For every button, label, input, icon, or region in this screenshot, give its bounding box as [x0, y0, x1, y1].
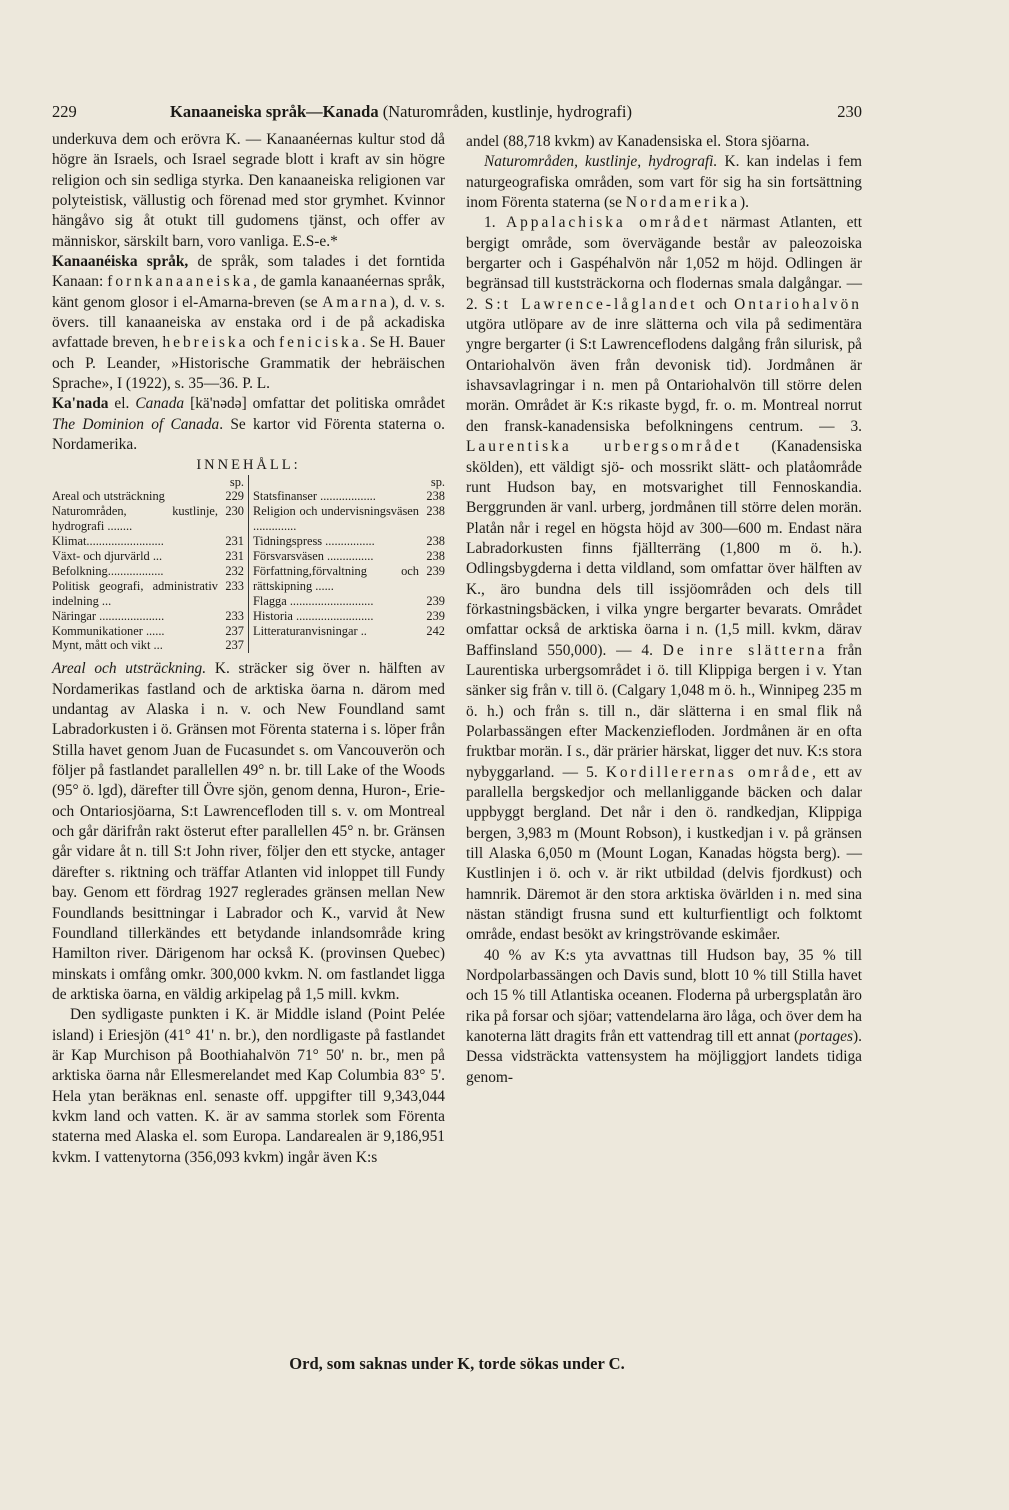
toc-row: [253, 609, 445, 624]
toc-number: 230: [225, 504, 244, 519]
spaced-term: hebreiska: [162, 334, 249, 352]
toc-number: 231: [225, 549, 244, 564]
text-run: de språk, som talades i det forntida Kanaan:: [52, 253, 446, 291]
footer-note: Ord, som saknas under K, torde sökas under C.: [289, 1354, 625, 1373]
toc-title: Näringar .....................: [52, 608, 165, 623]
text-run: K. sträcker sig över n. hälften av Nordamerikas fastland och de arktiska öarna n. därom med undantag av Alaska i n. v. och New Foundland samt Labradorkusten i ö. Gränsen mot Förenta staterna i s. löper från Stilla havet genom Juan de Fucasundet s. om Vancouverön och följer på fastlandet parallellen 49° n. br. till Lake of the Woods (95° ö. lgd), därefter till Övre sjön, genom denna, Huron-, Erie- och Ontariosjöarna, S:t Lawrencefloden till s. v. om Montreal och går därifrån rakt österut efter parallellen 45° n. br. Gränsen går vidare åt n. till S:t John river, följer den ett stycke, antager därefter s. riktning och träffar Atlanten vid inloppet till Fundy bay. Genom ett fördrag 1927 reglerades gränsen mellan New Foundlands besittningar i Labrador och K., varvid åt New Foundland tillerkändes ett betydande inlandsområde kring Hamilton river. Därigenom har också K. (provinsen Quebec) minskats i omfång omkr. 300,000 kvkm. N. om fastlandet ligga de arktiska öarna, en väldig arkipelag på 1,5 mill. kvkm.: [52, 660, 445, 1003]
toc-title: Befolkning..................: [52, 563, 164, 578]
spaced-term: feniciska: [279, 334, 362, 352]
toc-title: Naturområden, kustlinje, hydrografi ........: [52, 504, 218, 534]
toc-number: 233: [225, 578, 244, 593]
text-run: och: [697, 295, 735, 313]
left-paragraph-1: underkuva dem och erövra K. — Kanaanéernas kultur stod då högre än Israels, och Israel segrade blott i kraft av sin högre religion och sin sedliga styrka. Den kanaaneiska religionen var polyteistisk, vällustig och förenad med stor grymhet. Kvinnor hängåvo sig åt otukt till gudomens tjänst, och offer av människor, särskilt barn, voro vanliga. E.S-e.*: [52, 131, 445, 250]
toc-title: Politisk geografi, administrativ indelning ...: [52, 578, 218, 608]
section-heading-areal: Areal och utsträckning.: [52, 660, 207, 678]
toc-title: Tidningspress ................: [253, 534, 375, 549]
text-run: utgöra utlöpare av de inre slätterna och vila på sedimentära yngre bergarter (i S:t Lawrenceflodens dalgång från silurisk, på Ontariohalvön även från devonisk tid). Jordmånen är ishavsavlagringar i n. men på Ontariohalvön till större delen morän. Området är K:s rikaste bygd, fr. o. m. Montreal norrut den fransk-kanadensiska befolkningens centrum. — 3.: [466, 316, 862, 435]
page-number-left: 229: [52, 102, 77, 121]
toc-number: 229: [225, 489, 244, 504]
spaced-term: Laurentiska urbergsområdet: [466, 438, 743, 456]
toc-title: Försvarsväsen ...............: [253, 549, 374, 564]
toc-heading: INNEHÅLL:: [196, 456, 301, 473]
toc-row: [52, 549, 244, 564]
toc-title: Religion och undervisningsväsen ..............: [253, 504, 419, 534]
toc-title: Klimat.........................: [52, 534, 164, 549]
right-paragraph-1: andel (88,718 kvkm) av Kanadensiska el. Stora sjöarna.: [466, 133, 810, 150]
toc-row: [52, 534, 244, 549]
spaced-term: S:t Lawrence-låglandet: [484, 295, 698, 313]
toc-row: [52, 638, 244, 653]
spaced-term: Amarna: [322, 293, 390, 311]
right-paragraph-hydrography: [466, 946, 862, 1088]
spaced-term: fornkanaaneiska: [107, 273, 254, 291]
toc-row: [253, 594, 445, 609]
toc-title: Historia .........................: [253, 608, 374, 623]
text-run: , de gamla kanaanéernas språk, känt genom glosor i el-Amarna-breven (se: [52, 273, 446, 311]
text-run: och: [248, 334, 279, 352]
text-run: ).: [740, 194, 750, 212]
section-heading-naturomraden: Naturområden, kustlinje, hydrografi.: [484, 153, 718, 171]
toc-row: [52, 609, 244, 624]
toc-number: 237: [225, 623, 244, 638]
toc-row: [52, 564, 244, 579]
header-title: [170, 100, 632, 124]
toc-sp-label: sp.: [229, 474, 244, 489]
toc-title: Statsfinanser ..................: [253, 489, 376, 504]
toc-number: 239: [426, 608, 445, 623]
text-run: K. kan indelas i fem naturgeografiska områden, som vart för sig ha sin fortsättning inom Förenta staterna (se: [466, 153, 862, 212]
spaced-term: Nordamerika: [625, 194, 741, 212]
left-paragraph-2: [52, 252, 445, 394]
spaced-term: Appalachiska området: [505, 214, 711, 232]
text-run: , ett av parallella bergskedjor och mellanliggande bäcken och dalar uppbyggt bergland. Det når i den ö. randkedjan, Klippiga bergen, 3,983 m (Mount Robson), i kustkedjan i v. på gränsen till Alaska 6,050 m (Mount Logan, Kanadas högsta berg). — Kustlinjen i ö. och v. är rikt utbildad (delvis fjordkust) och hamnrik. Däremot är den stora arktiska övärlden i n. med sina nästan ständigt frusna sund ett kulturfientligt och folktomt område, endast besökt av kringströvande eskimåer.: [466, 763, 863, 944]
text-run: från Laurentiska urbergsområdet i ö. till Klippiga bergen i v. Ytan sänker sig från v. till ö. (Calgary 1,048 m ö. h., Winnipeg 235 m ö. h.) och från s. till n., där slätterna i en smal flik nå Polarbassängen efter Mackenziefloden. Jordmånen är en ofta fruktbar morän. I s., där prärier härskat, ligger det nuv. K:s stora nybyggarland. — 5.: [466, 641, 863, 781]
entry-kanada: Ka'nada: [52, 395, 109, 413]
text-run: (Kanadensiska skölden), ett väldigt sjö- och mossrikt slätt- och platåområde runt Hudson bay, en motsvarighet till Fennoskandia. Berggrunden är vanl. urberg, jordmånen till större delen morän. Platån når i regel en högsta höjd av 300—600 m. Endast nära Labradorkusten finns fjällterräng (1,800 m ö. h.). Odlingsbygderna i detta vildland, som omfattar över hälften av K., äro bundna dels till issjöområden och dels till förkastningsbäcken, i vilka yngre bergarter bevarats. Området omfattar också de arktiska öarna i n. (1,5 mill. kvkm, därav Baffinsland 550,000). — 4.: [466, 438, 862, 659]
table-of-contents: [52, 475, 445, 654]
header-title-bold: Kanaaneiska språk—Kanada: [170, 102, 379, 121]
toc-title: Författning,förvaltning och rättskipning ......: [253, 563, 419, 593]
toc-number: 231: [225, 534, 244, 549]
toc-number: 238: [426, 489, 445, 504]
spaced-term: Kordillerernas område: [605, 763, 812, 781]
toc-row: [253, 534, 445, 549]
toc-title: Litteraturanvisningar ..: [253, 623, 367, 638]
left-column: [52, 130, 445, 1168]
toc-title: Flagga ...........................: [253, 593, 374, 608]
italic-term: The Dominion of Canada: [52, 415, 220, 433]
spaced-term: Ontariohalvön: [734, 295, 862, 313]
left-paragraph-sydligaste: Den sydligaste punkten i K. är Middle island (Point Pelée island) i Eriesjön (41° 41' n. br.), den nordligaste på fastlandet är Kap Murchison på Boothiahalvön 71° 50' n. br., men på arktiska öarna når Ellesmerelandet med Kap Columbia 83° 5'. Hela ytan beräknas enl. senaste off. uppgifter till 9,343,044 kvkm land och vatten. K. är av samma storlek som Förenta staterna med Alaska el. som Europa. Landarealen är 9,186,951 kvkm. I vattenytorna (356,093 kvkm) ingår även K:s: [52, 1006, 445, 1166]
italic-term: Canada: [135, 395, 185, 413]
right-paragraph-regions: [466, 213, 862, 945]
toc-row: [52, 579, 244, 609]
text-run: 1.: [484, 214, 506, 232]
toc-row: [253, 504, 445, 534]
toc-number: 239: [426, 593, 445, 608]
page-number-right: 230: [837, 102, 862, 121]
text-run: [kä'nədə] omfattar det politiska området: [184, 395, 445, 413]
spaced-term: De inre slätterna: [662, 641, 828, 659]
toc-row: [253, 489, 445, 504]
toc-title: Kommunikationer ......: [52, 623, 165, 638]
toc-row: [52, 489, 244, 504]
text-run: ), d. v. s. övers. till kanaaneiska av enstaka ord i de på ackadiska avfattade breven,: [52, 293, 445, 352]
text-run: 40 % av K:s yta avvattnas till Hudson bay, 35 % till Nordpolarbassängen och Davis sund, blott 10 % till Stilla havet och 15 % till Atlantiska oceanen. Floderna på urbergsplatån äro rika på forsar och sjöar; vattendelarna äro låga, och över dem ha kanoterna lätt dragits från ett vattendrag till ett annat (: [466, 946, 862, 1046]
toc-number: 238: [426, 534, 445, 549]
text-run: ). Dessa vidsträckta vattensystem ha möjliggjort landets tidiga genom-: [466, 1028, 862, 1086]
toc-number: 238: [426, 549, 445, 564]
toc-number: 237: [225, 638, 244, 653]
header-title-rest: (Naturområden, kustlinje, hydrografi): [378, 102, 632, 121]
toc-row: [253, 564, 445, 594]
toc-row: [52, 504, 244, 534]
toc-title: Areal och utsträckning: [52, 489, 165, 504]
toc-title: Växt- och djurvärld ...: [52, 549, 163, 564]
toc-number: 238: [426, 504, 445, 519]
text-run: . Se H. Bauer och P. Leander, »Historische Grammatik der hebräischen Sprache», I (1922), s. 35—36. P. L.: [52, 334, 446, 393]
running-header: [52, 100, 862, 124]
toc-number: 233: [225, 608, 244, 623]
left-paragraph-areal: [52, 659, 445, 1005]
toc-number: 232: [225, 563, 244, 578]
toc-title: Mynt, mått och vikt ...: [52, 638, 163, 653]
toc-row: [253, 624, 445, 639]
right-column: [466, 132, 862, 1088]
toc-left-column: [52, 475, 249, 654]
toc-sp-label: sp.: [430, 474, 445, 489]
toc-number: 242: [426, 623, 445, 638]
text-run: el.: [108, 395, 136, 413]
toc-row: [52, 624, 244, 639]
toc-number: 239: [426, 563, 445, 578]
toc-right-column: [249, 475, 445, 654]
text-run: närmast Atlanten, ett bergigt område, som övervägande består av paleozoiska bergarter och i Gaspéhalvön når 1,052 m höjd. Odlingen är begränsad till kuststräckorna och flodernas smala dalgångar. — 2.: [466, 214, 863, 313]
left-paragraph-3: [52, 394, 445, 455]
text-run: . Se kartor vid Förenta staterna o. Nordamerika.: [52, 415, 445, 454]
toc-row: [253, 549, 445, 564]
entry-kanaaneiska-sprak: Kanaanéiska språk,: [52, 253, 189, 271]
right-paragraph-naturomraden: [466, 152, 862, 213]
italic-term: portages: [799, 1028, 854, 1046]
